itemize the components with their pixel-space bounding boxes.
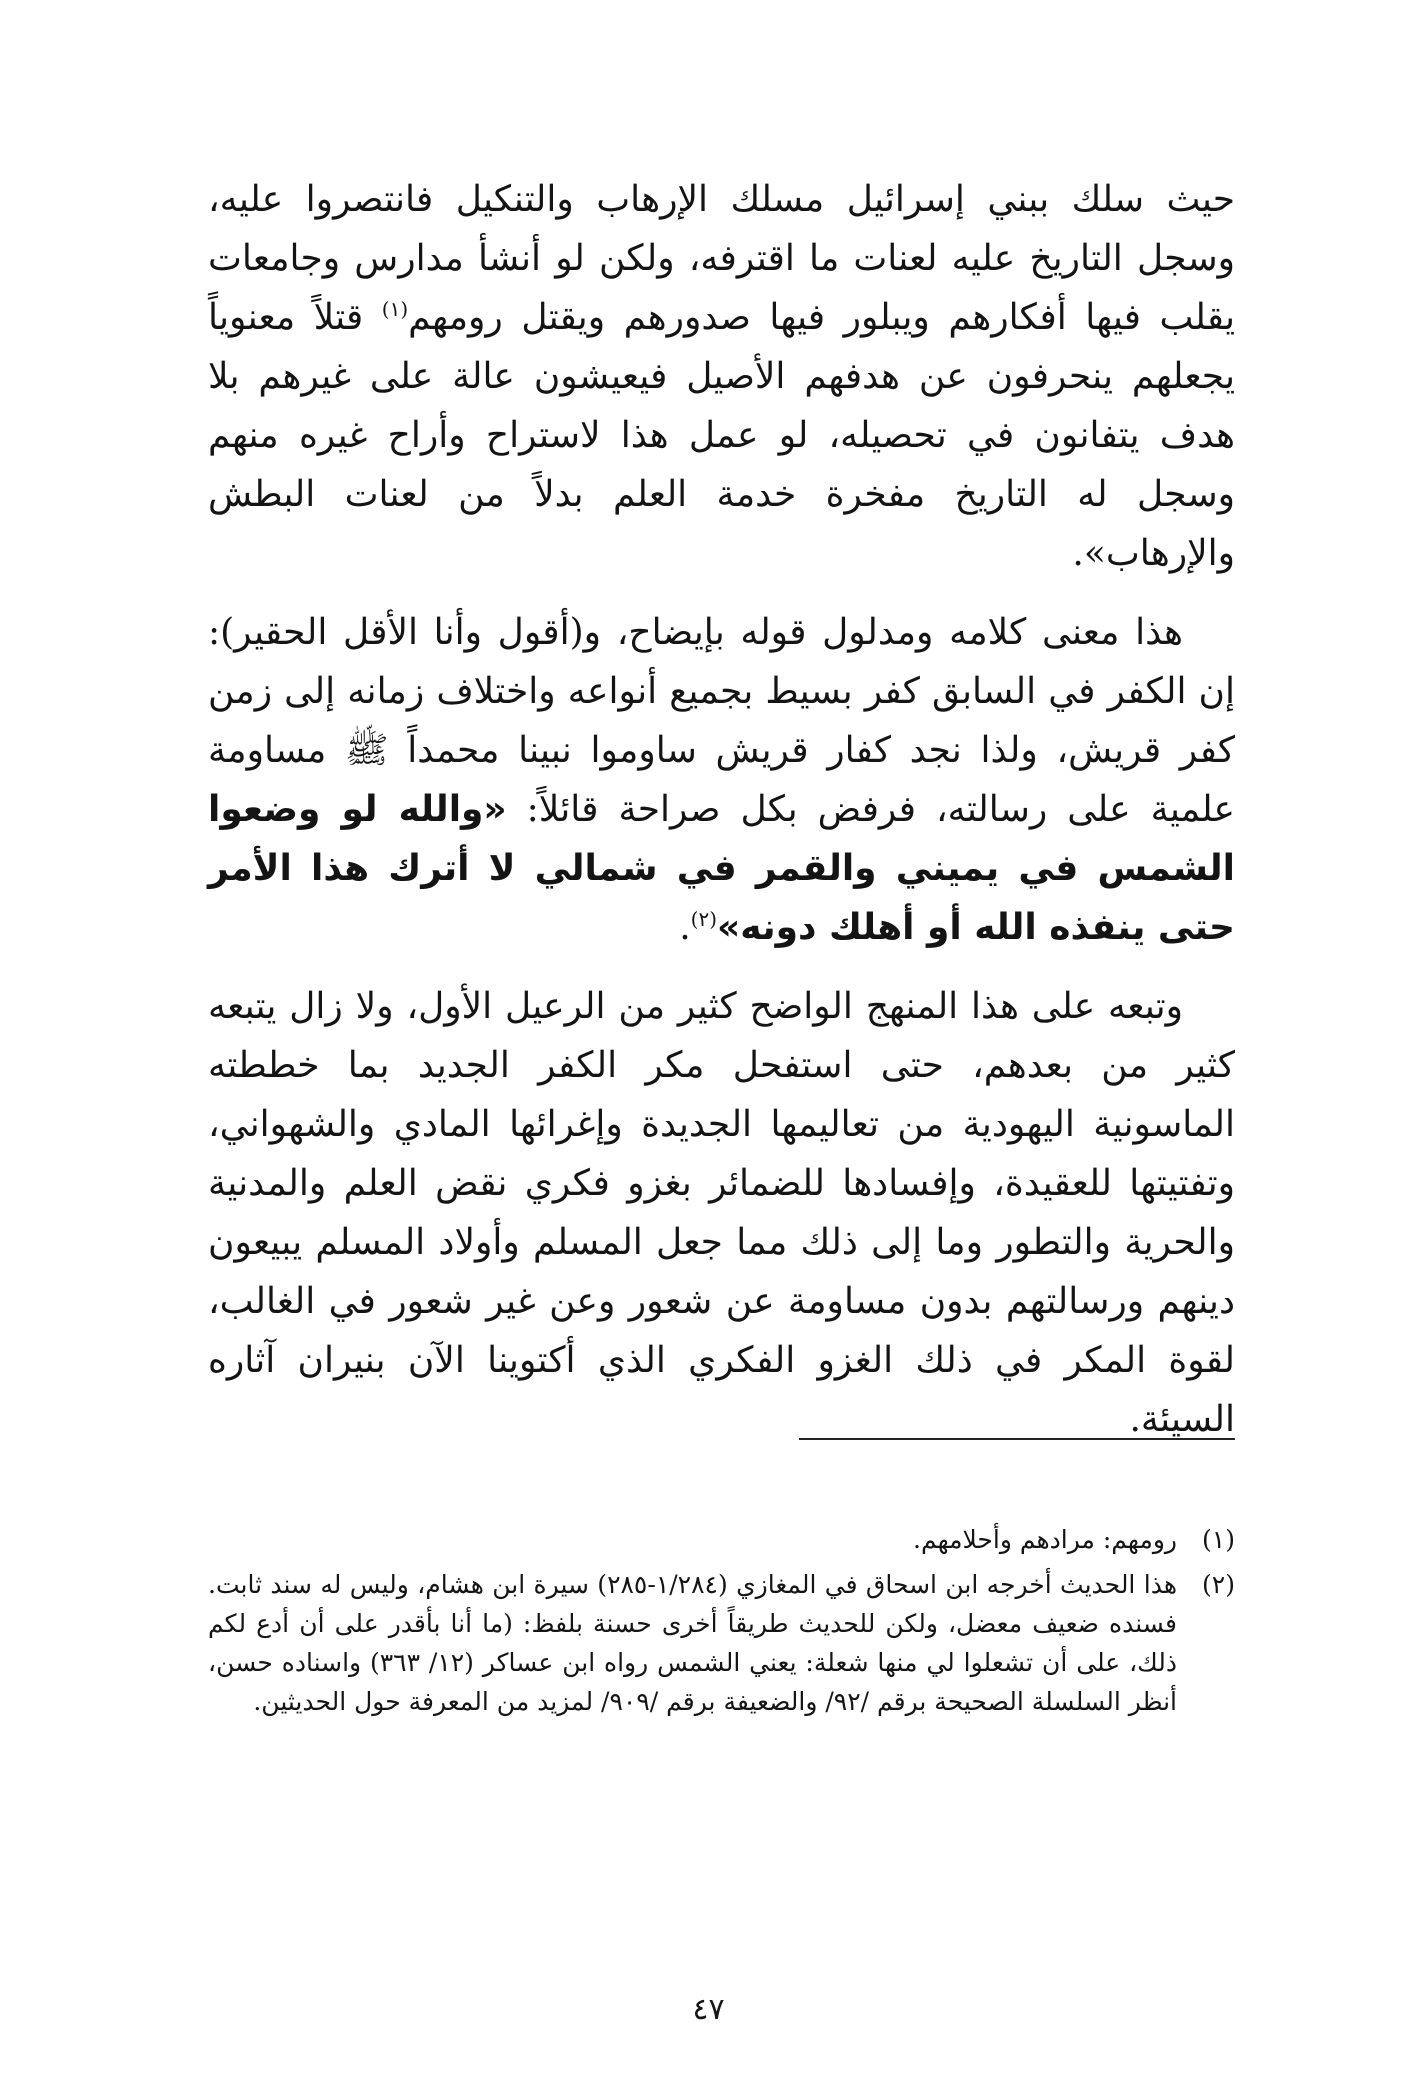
footnote-2	[208, 1565, 1235, 1721]
footnote-ref-1: (١)	[381, 297, 409, 321]
footnote-number: (٢)	[1202, 1570, 1235, 1599]
paragraph-1-part-1: حيث سلك ببني إسرائيل مسلك الإرهاب والتنكيل فانتصروا عليه، وسجل التاريخ عليه لعنات ما اقترفه، ولكن لو أنشأ مدارس وجامعات يقلب فيها أفكارهم ويبلور فيها صدورهم ويقتل رومهم	[208, 179, 1235, 338]
paragraph-1-part-2: قتلاً معنوياً يجعلهم ينحرفون عن هدفهم الأصيل فيعيشون عالة على غيرهم بلا هدف يتفانون في تحصيله، لو عمل هذا لاستراح وأراح غيره منهم وسجل له التاريخ مفخرة خدمة العلم بدلاً من لعنات البطش والإرهاب».	[208, 297, 1235, 574]
page-number: ٤٧	[692, 1992, 725, 2027]
hadith-quote: «والله لو وضعوا الشمس في يميني والقمر في شمالي لا أترك هذا الأمر حتى ينفذه الله أو أهلك دونه»	[208, 789, 1235, 948]
paragraph-2-end: .	[679, 907, 691, 948]
paragraph-2	[208, 603, 1235, 957]
footnotes	[208, 1520, 1235, 1727]
paragraph-1	[208, 170, 1235, 583]
paragraph-3: وتبعه على هذا المنهج الواضح كثير من الرعيل الأول، ولا زال يتبعه كثير من بعدهم، حتى استفحل مكر الكفر الجديد بما خططته الماسونية اليهودية من تعاليمها الجديدة وإغرائها المادي والشهواني، وتفتيتها للعقيدة، وإفسادها للضمائر بغزو فكري نقض العلم والمدنية والحرية والتطور وما إلى ذلك مما جعل المسلم وأولاد المسلم يبيعون دينهم ورسالتهم بدون مساومة عن شعور وعن غير شعور في الغالب، لقوة المكر في ذلك الغزو الفكري الذي أكتوينا الآن بنيران آثاره السيئة.	[208, 986, 1235, 1440]
footnote-text: هذا الحديث أخرجه ابن اسحاق في المغازي (١/٢٨٤-٢٨٥) سيرة ابن هشام، وليس له سند ثابت. فسنده ضعيف معضل، ولكن للحديث طريقاً أخرى حسنة بلفظ: (ما أنا بأقدر على أن أدع لكم ذلك، على أن تشعلوا لي منها شعلة: يعني الشمس رواه ابن عساكر (١٢/ ٣٦٣) واسناده حسن، أنظر السلسلة الصحيحة برقم /٩٢/ والضعيفة برقم /٩٠٩/ لمزيد من المعرفة حول الحديثين.	[208, 1570, 1177, 1716]
footnote-separator	[799, 1438, 1235, 1440]
footnote-ref-2: (٢)	[690, 907, 718, 931]
paragraph-2-part-1: هذا معنى كلامه ومدلول قوله بإيضاح، و(أقول وأنا الأقل الحقير): إن الكفر في السابق كفر بسيط بجميع أنواعه واختلاف زمانه إلى زمن كفر قريش، ولذا نجد كفار قريش ساوموا نبينا محمداً ﷺ مساومة علمية على رسالته، فرفض بكل صراحة قائلاً:	[208, 612, 1235, 830]
footnote-text: رومهم: مرادهم وأحلامهم.	[913, 1525, 1177, 1554]
footnote-1	[208, 1520, 1235, 1559]
footnote-number: (١)	[1202, 1525, 1235, 1554]
main-text	[208, 170, 1235, 1469]
